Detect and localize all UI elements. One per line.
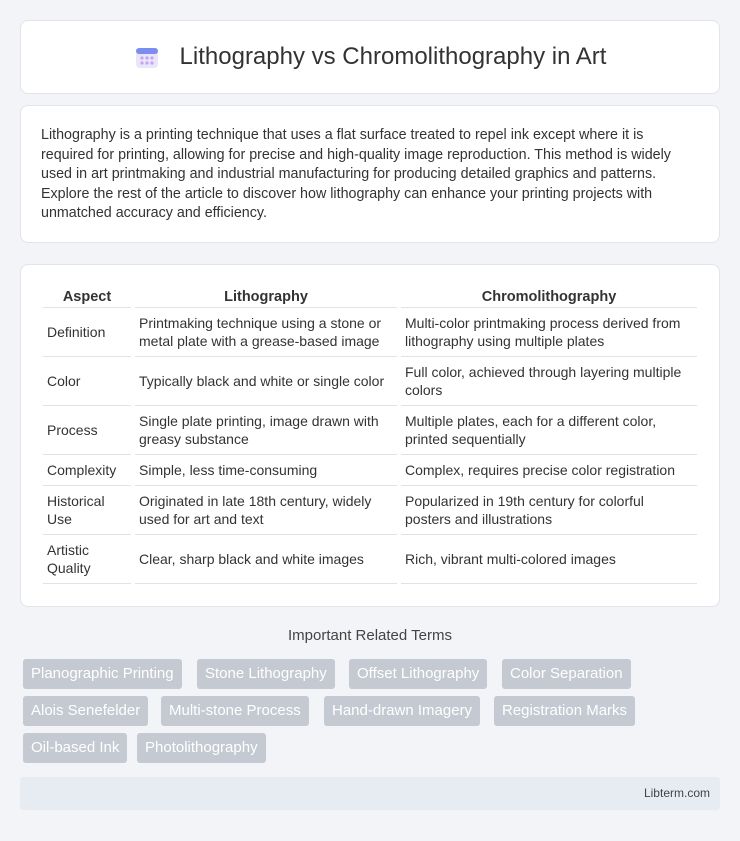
footer-site[interactable]: Libterm.com xyxy=(643,786,710,800)
cell-aspect: Color xyxy=(43,357,131,406)
cell-aspect: Artistic Quality xyxy=(43,535,131,584)
cell-lithography: Simple, less time-consuming xyxy=(135,455,397,486)
footer xyxy=(20,777,720,810)
table-row xyxy=(43,455,697,486)
term-tag[interactable]: Oil-based Ink xyxy=(23,733,127,763)
cell-lithography: Single plate printing, image drawn with greasy substance xyxy=(135,406,397,455)
header-aspect: Aspect xyxy=(43,283,131,308)
term-tag[interactable]: Planographic Printing xyxy=(23,659,182,689)
calendar-icon xyxy=(134,44,160,70)
cell-chromolithography: Rich, vibrant multi-colored images xyxy=(401,535,697,584)
cell-aspect: Complexity xyxy=(43,455,131,486)
cell-chromolithography: Full color, achieved through layering multiple colors xyxy=(401,357,697,406)
table-row xyxy=(43,535,697,584)
term-tag[interactable]: Multi-stone Process xyxy=(161,696,309,726)
title-card xyxy=(20,20,720,94)
comparison-table xyxy=(39,283,701,584)
comparison-card xyxy=(20,264,720,607)
cell-chromolithography: Popularized in 19th century for colorful posters and illustrations xyxy=(401,486,697,535)
table-row xyxy=(43,357,697,406)
cell-lithography: Clear, sharp black and white images xyxy=(135,535,397,584)
header-chromolithography: Chromolithography xyxy=(401,283,697,308)
term-tag[interactable]: Photolithography xyxy=(137,733,266,763)
cell-aspect: Historical Use xyxy=(43,486,131,535)
term-tag[interactable]: Offset Lithography xyxy=(349,659,487,689)
table-row xyxy=(43,486,697,535)
cell-lithography: Typically black and white or single color xyxy=(135,357,397,406)
term-tag[interactable]: Registration Marks xyxy=(494,696,635,726)
table-header-row xyxy=(43,283,697,308)
cell-chromolithography: Multiple plates, each for a different color, printed sequentially xyxy=(401,406,697,455)
intro-card xyxy=(20,105,720,243)
cell-chromolithography: Multi-color printmaking process derived from lithography using multiple plates xyxy=(401,308,697,357)
table-row xyxy=(43,406,697,455)
term-tag[interactable]: Hand-drawn Imagery xyxy=(324,696,480,726)
page-title: Lithography vs Chromolithography in Art xyxy=(179,43,607,70)
cell-aspect: Definition xyxy=(43,308,131,357)
header-lithography: Lithography xyxy=(135,283,397,308)
term-tag[interactable]: Stone Lithography xyxy=(197,659,335,689)
cell-aspect: Process xyxy=(43,406,131,455)
terms-heading: Important Related Terms xyxy=(288,627,452,644)
table-row xyxy=(43,308,697,357)
cell-lithography: Printmaking technique using a stone or metal plate with a grease-based image xyxy=(135,308,397,357)
intro-paragraph: Lithography is a printing technique that uses a flat surface treated to repel ink except where it is required for printing, allowing for precise and high-quality image reproduction. This method is widely used in art printmaking and industrial manufacturing for producing detailed graphics and patterns. Explore the rest of the article to discover how lithography can enhance your printing projects with unmatched accuracy and efficiency. xyxy=(41,127,671,221)
term-tag[interactable]: Alois Senefelder xyxy=(23,696,148,726)
term-tag[interactable]: Color Separation xyxy=(502,659,631,689)
cell-lithography: Originated in late 18th century, widely used for art and text xyxy=(135,486,397,535)
cell-chromolithography: Complex, requires precise color registration xyxy=(401,455,697,486)
